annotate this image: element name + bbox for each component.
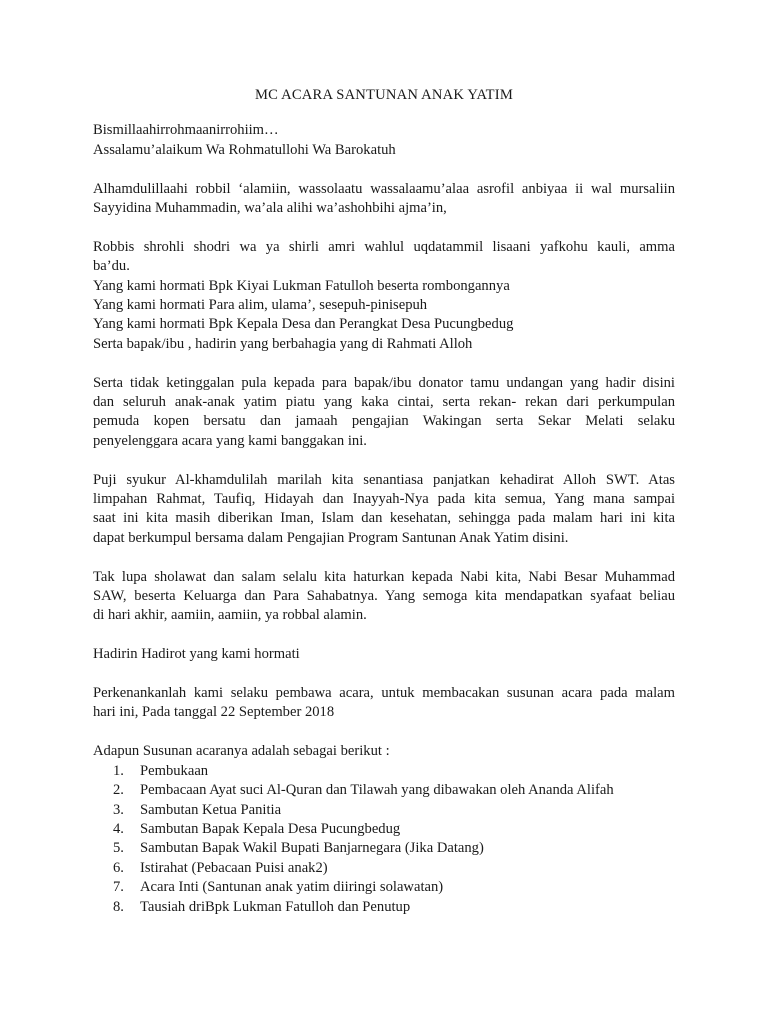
agenda-item-text: Pembacaan Ayat suci Al-Quran dan Tilawah yang dibawakan oleh Ananda Alifah <box>140 782 614 799</box>
text-line: limpahan Rahmat, Taufiq, Hidayah dan Inayyah-Nya pada kita semua, Yang mana sampai <box>93 491 675 508</box>
permission-paragraph <box>93 684 675 723</box>
agenda-item <box>113 859 675 878</box>
text-line: Tak lupa sholawat dan salam selalu kita haturkan kepada Nabi kita, Nabi Besar Muhammad <box>93 568 675 585</box>
agenda-item <box>113 762 675 781</box>
sholawat-paragraph <box>93 568 675 626</box>
text-line: ba’du. <box>93 258 130 275</box>
text-line: dapat berkumpul bersama dalam Pengajian Program Santunan Anak Yatim disini. <box>93 529 569 546</box>
respect-line: Yang kami hormati Bpk Kiyai Lukman Fatulloh beserta rombongannya <box>93 277 510 294</box>
agenda-item-number: 6. <box>113 859 124 876</box>
text-line: hari ini, Pada tanggal 22 September 2018 <box>93 704 335 721</box>
agenda-item-number: 8. <box>113 898 124 915</box>
document-title: MC ACARA SANTUNAN ANAK YATIM <box>254 87 514 103</box>
agenda-item-number: 1. <box>113 762 124 779</box>
agenda-item-number: 2. <box>113 782 124 799</box>
agenda-item-number: 3. <box>113 801 124 818</box>
text-line: saat ini kita masih diberikan Iman, Islam dan kesehatan, sehingga pada malam hari ini kita <box>93 510 675 527</box>
opening-greeting <box>93 121 675 160</box>
text-line: pemuda kopen bersatu dan jamaah pengajian Wakingan serta Sekar Melati selaku <box>93 413 675 430</box>
basmalah-line: Bismillaahirrohmaanirrohiim… <box>93 122 279 139</box>
agenda-section <box>93 742 675 917</box>
agenda-item <box>113 878 675 897</box>
agenda-item <box>113 898 675 917</box>
agenda-item-text: Sambutan Ketua Panitia <box>140 801 282 818</box>
agenda-item-text: Tausiah driBpk Lukman Fatulloh dan Penutup <box>140 898 411 915</box>
agenda-item <box>113 820 675 839</box>
agenda-item <box>113 801 675 820</box>
text-line: dan seluruh anak-anak yatim piatu yang kaka cintai, serta rekan- rekan dari perkumpulan <box>93 394 675 411</box>
text-line: Serta tidak ketinggalan pula kepada para bapak/ibu donator tamu undangan yang hadir disini <box>93 374 675 391</box>
salam-line: Assalamu’alaikum Wa Rohmatullohi Wa Barokatuh <box>93 141 396 158</box>
guests-paragraph <box>93 374 675 452</box>
respect-line: Yang kami hormati Para alim, ulama’, sesepuh-pinisepuh <box>93 297 428 314</box>
agenda-item-text: Sambutan Bapak Kepala Desa Pucungbedug <box>140 820 401 837</box>
agenda-item-text: Acara Inti (Santunan anak yatim diiringi solawatan) <box>140 879 444 896</box>
text-line: Puji syukur Al-khamdulilah marilah kita senantiasa panjatkan kehadirat Alloh SWT. Atas <box>93 471 675 488</box>
audience-greeting: Hadirin Hadirot yang kami hormati <box>93 646 300 663</box>
text-line: Alhamdulillaahi robbil ‘alamiin, wassolaatu wassalaamu’alaa asrofil anbiyaa ii wal mursaliin <box>93 180 675 197</box>
agenda-item <box>113 839 675 858</box>
text-line: Perkenankanlah kami selaku pembawa acara, untuk membacakan susunan acara pada malam <box>93 685 675 702</box>
agenda-item-text: Pembukaan <box>140 762 209 779</box>
gratitude-paragraph <box>93 471 675 549</box>
agenda-item-number: 4. <box>113 820 124 837</box>
agenda-item-number: 7. <box>113 879 124 896</box>
text-line: Sayyidina Muhammadin, wa’ala alihi wa’ashohbihi ajma’in, <box>93 200 447 217</box>
agenda-item-text: Istirahat (Pebacaan Puisi anak2) <box>140 859 328 876</box>
text-line: di hari akhir, aamiin, aamiin, ya robbal alamin. <box>93 607 367 624</box>
agenda-list <box>93 762 675 917</box>
respect-paragraph <box>93 238 675 354</box>
respect-line: Yang kami hormati Bpk Kepala Desa dan Perangkat Desa Pucungbedug <box>93 316 514 333</box>
agenda-intro: Adapun Susunan acaranya adalah sebagai berikut : <box>93 743 390 760</box>
text-line: penyelenggara acara yang kami banggakan ini. <box>93 432 367 449</box>
text-line: SAW, beserta Keluarga dan Para Sahabatnya. Yang semoga kita mendapatkan syafaat beliau <box>93 588 675 605</box>
document-page <box>93 86 675 917</box>
hamdalah-paragraph <box>93 180 675 219</box>
agenda-item <box>113 781 675 800</box>
agenda-item-number: 5. <box>113 840 124 857</box>
agenda-item-text: Sambutan Bapak Wakil Bupati Banjarnegara (Jika Datang) <box>140 840 484 857</box>
text-line: Robbis shrohli shodri wa ya shirli amri wahlul uqdatammil lisaani yafkohu kauli, amma <box>93 238 675 255</box>
respect-line: Serta bapak/ibu , hadirin yang berbahagia yang di Rahmati Alloh <box>93 335 473 352</box>
